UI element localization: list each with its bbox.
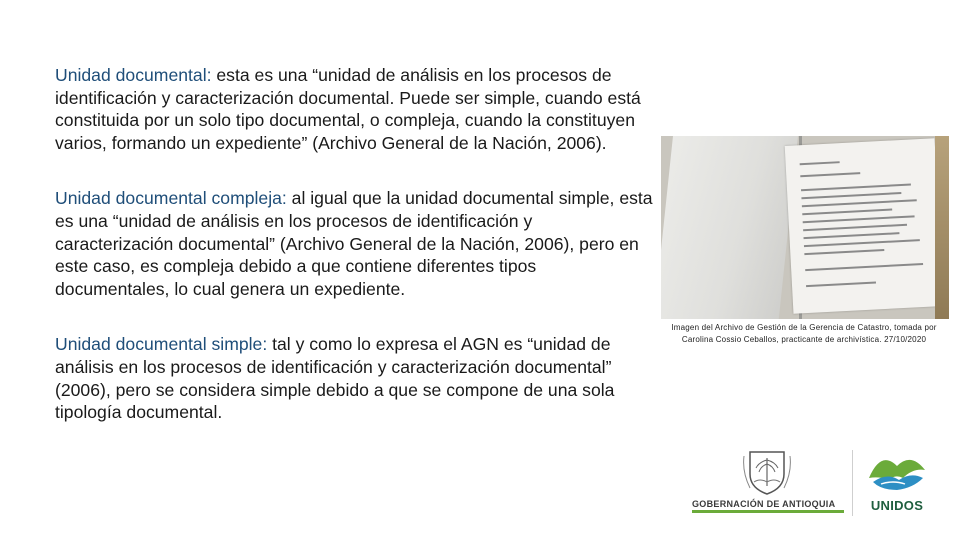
unidos-logo xyxy=(864,448,930,518)
definition-text: al igual que la unidad documental simple, esta es una “unidad de análisis en los procesos de identificación y caracterización documental” (Archivo General de la Nación, 2006), pero en este caso, es compleja debido a que contiene diferentes tipos documentales, lo cual genera un expediente. xyxy=(55,188,653,299)
folder-cover xyxy=(661,136,798,319)
coat-of-arms-icon xyxy=(740,448,794,496)
unidos-mountain-icon xyxy=(867,448,927,494)
logo-divider xyxy=(852,450,853,516)
archive-photo xyxy=(661,136,949,319)
gobernacion-label: GOBERNACIÓN DE ANTIOQUIA xyxy=(692,499,844,513)
document-sheet xyxy=(785,138,944,314)
figure-caption: Imagen del Archivo de Gestión de la Gerencia de Catastro, tomada por Carolina Cossio Ceballos, practicante de archivística. 27/10/2020 xyxy=(671,323,937,344)
footer-logos xyxy=(688,448,938,520)
term-label: Unidad documental compleja: xyxy=(55,188,287,209)
definition-unidad-documental xyxy=(55,64,655,154)
term-label: Unidad documental: xyxy=(55,65,212,85)
term-label: Unidad documental simple: xyxy=(55,334,268,355)
desk-edge xyxy=(935,136,949,319)
unidos-label: UNIDOS xyxy=(870,498,924,513)
definition-text: esta es una “unidad de análisis en los procesos de identificación y caracterización documental. Puede ser simple, cuando está constituida por un solo tipo documental, o compleja, cuando la constituyen varios, formando un expediente” (Archivo General de la Nación, 2006). xyxy=(55,65,641,153)
text-column xyxy=(55,64,655,457)
definition-unidad-simple xyxy=(55,333,655,423)
gobernacion-logo xyxy=(688,448,848,520)
definition-unidad-compleja xyxy=(55,187,655,300)
definition-text: tal y como lo expresa el AGN es “unidad de análisis en los procesos de identificación y caracterización documental” (2006), pero se considera simple debido a que se compone de una sola tipología documental. xyxy=(55,334,615,423)
